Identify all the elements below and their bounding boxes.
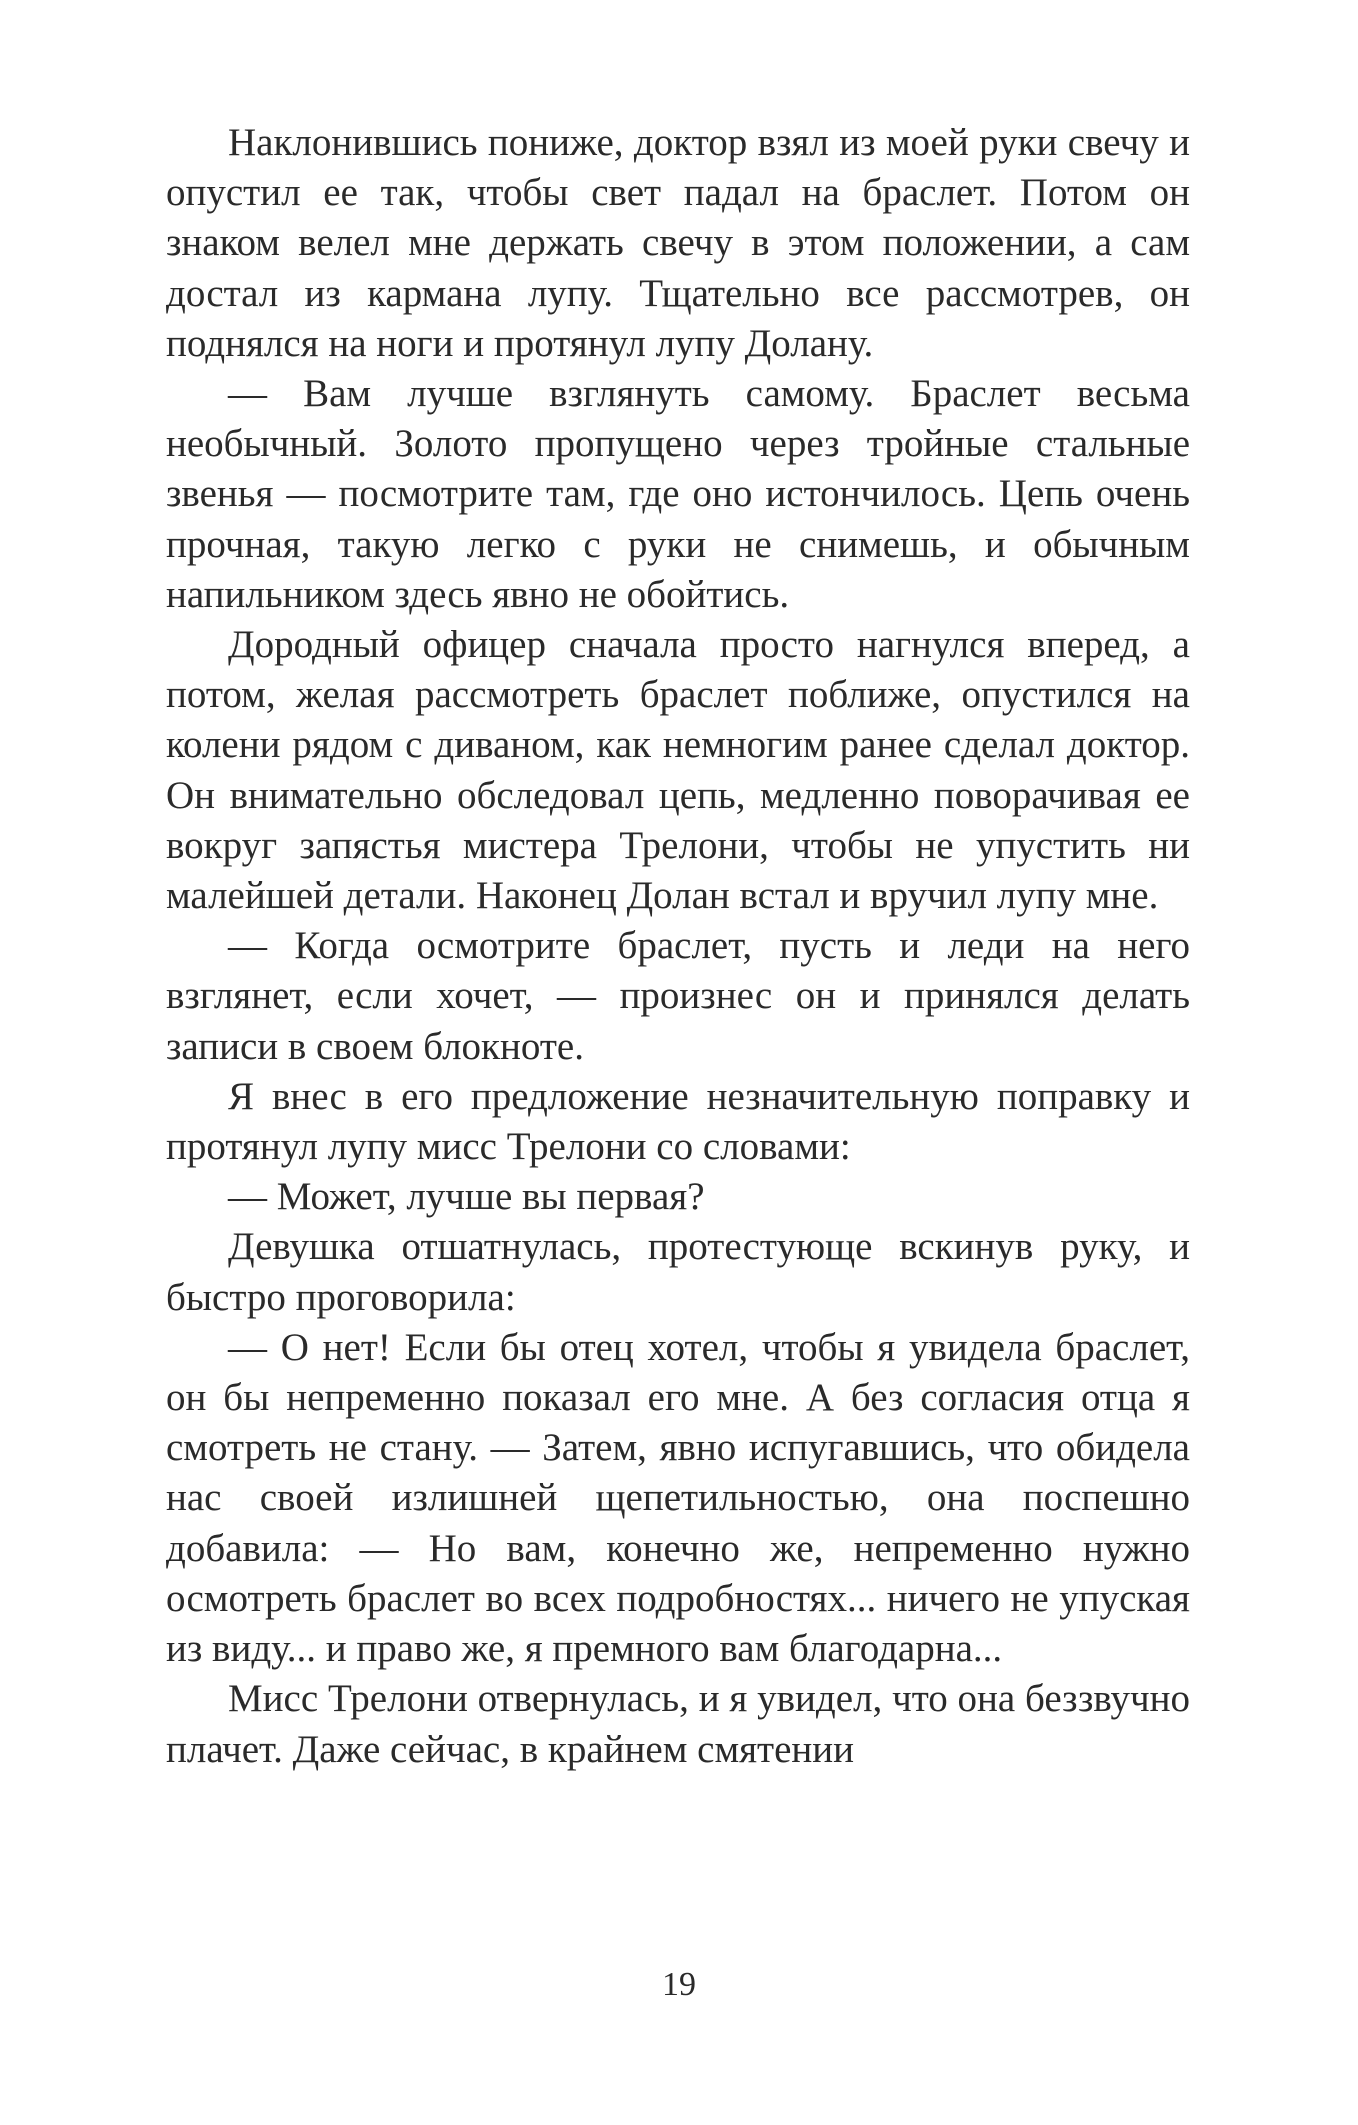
paragraph-2: — Вам лучше взглянуть самому. Браслет весьма необычный. Золото пропущено через тройные стальные звенья — посмотрите там, где оно истончилось. Цепь очень прочная, такую легко с руки не снимешь, и обычным напильником здесь явно не обойтись.: [166, 372, 1190, 616]
paragraph-9: Мисс Трелони отвернулась, и я увидел, что она беззвучно плачет. Даже сейчас, в крайнем смятении: [166, 1677, 1190, 1771]
paragraph-4: — Когда осмотрите браслет, пусть и леди на него взглянет, если хочет, — произнес он и принялся делать записи в своем блокноте.: [166, 924, 1190, 1068]
body-text: [166, 118, 1190, 1775]
paragraph-1: Наклонившись пониже, доктор взял из моей руки свечу и опустил ее так, чтобы свет падал на браслет. Потом он знаком велел мне держать свечу в этом положении, а сам достал из кармана лупу. Тщательно все рассмотрев, он поднялся на ноги и протянул лупу Долану.: [166, 121, 1190, 365]
paragraph-5: Я внес в его предложение незначительную поправку и протянул лупу мисс Трелони со словами:: [166, 1074, 1190, 1169]
page-number: 19: [662, 1966, 696, 2003]
paragraph-7: Девушка отшатнулась, протестующе вскинув руку, и быстро проговорила:: [166, 1225, 1190, 1319]
paragraph-6: — Может, лучше вы первая?: [228, 1175, 705, 1219]
paragraph-8: — О нет! Если бы отец хотел, чтобы я увидела браслет, он бы непременно показал его мне. А без согласия отца я смотреть не стану. — Затем, явно испугавшись, что обидела нас своей излишней щепетильностью, она поспешно добавила: — Но вам, конечно же, непременно нужно осмотреть браслет во всех подробностях... ничего не упуская из виду... и право же, я премного вам благодарна...: [166, 1325, 1190, 1671]
paragraph-3: Дородный офицер сначала просто нагнулся вперед, а потом, желая рассмотреть браслет поближе, опустился на колени рядом с диваном, как немногим ранее сделал доктор. Он внимательно обследовал цепь, медленно поворачивая ее вокруг запястья мистера Трелони, чтобы не упустить ни малейшей детали. Наконец Долан встал и вручил лупу мне.: [166, 623, 1190, 918]
